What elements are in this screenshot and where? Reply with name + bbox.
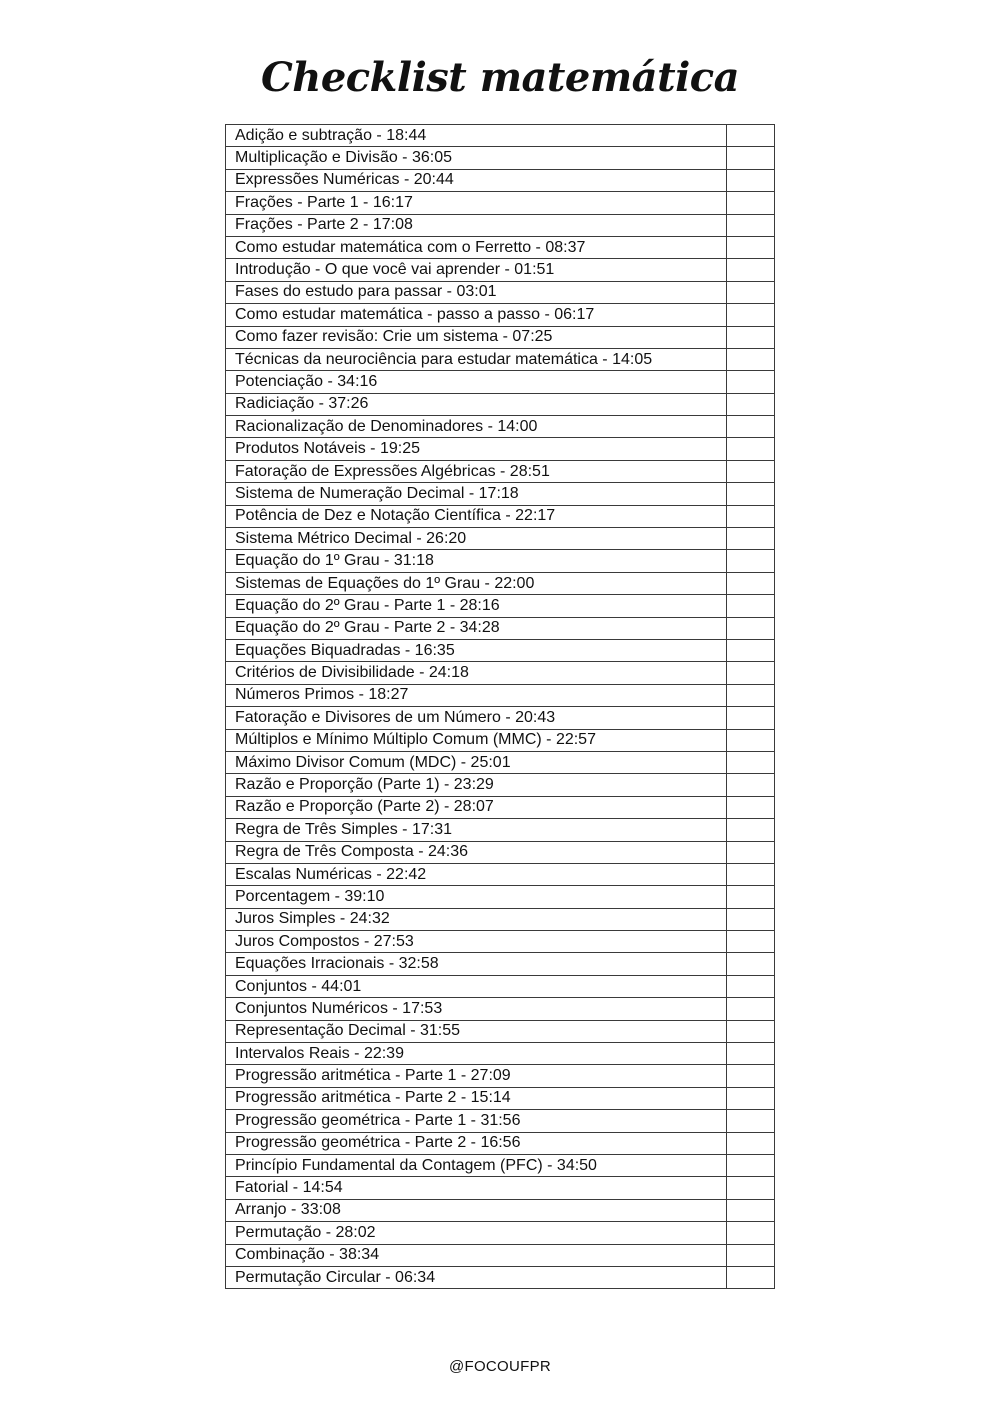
checklist-item-label: Juros Compostos - 27:53 [226, 931, 727, 953]
checklist-row [226, 1199, 775, 1221]
checklist-item-label: Sistema Métrico Decimal - 26:20 [226, 528, 727, 550]
checklist-row [226, 886, 775, 908]
checklist-row [226, 125, 775, 147]
checklist-row [226, 304, 775, 326]
checklist-item-label: Juros Simples - 24:32 [226, 908, 727, 930]
checklist-row [226, 1244, 775, 1266]
checklist-row [226, 1020, 775, 1042]
checklist-checkbox[interactable] [727, 684, 775, 706]
checklist-row [226, 416, 775, 438]
checklist-item-label: Porcentagem - 39:10 [226, 886, 727, 908]
checklist-row [226, 348, 775, 370]
checklist-item-label: Razão e Proporção (Parte 2) - 28:07 [226, 796, 727, 818]
checklist-checkbox[interactable] [727, 751, 775, 773]
checklist-row [226, 1222, 775, 1244]
checklist-checkbox[interactable] [727, 528, 775, 550]
checklist-checkbox[interactable] [727, 707, 775, 729]
checklist-item-label: Regra de Três Simples - 17:31 [226, 819, 727, 841]
checklist-row [226, 1266, 775, 1288]
checklist-item-label: Fatoração e Divisores de um Número - 20:43 [226, 707, 727, 729]
checklist-row [226, 931, 775, 953]
checklist-item-label: Números Primos - 18:27 [226, 684, 727, 706]
checklist-item-label: Radiciação - 37:26 [226, 393, 727, 415]
checklist-item-label: Intervalos Reais - 22:39 [226, 1043, 727, 1065]
checklist-row [226, 617, 775, 639]
checklist-item-label: Fases do estudo para passar - 03:01 [226, 281, 727, 303]
checklist-checkbox[interactable] [727, 371, 775, 393]
checklist-row [226, 1132, 775, 1154]
checklist-checkbox[interactable] [727, 281, 775, 303]
checklist-row [226, 281, 775, 303]
checklist-row [226, 863, 775, 885]
checklist-item-label: Princípio Fundamental da Contagem (PFC) - 34:50 [226, 1154, 727, 1176]
checklist-row [226, 908, 775, 930]
checklist-checkbox[interactable] [727, 863, 775, 885]
checklist-row [226, 192, 775, 214]
checklist-item-label: Equação do 2º Grau - Parte 1 - 28:16 [226, 595, 727, 617]
checklist-checkbox[interactable] [727, 169, 775, 191]
checklist-row [226, 438, 775, 460]
checklist-checkbox[interactable] [727, 460, 775, 482]
checklist-checkbox[interactable] [727, 1132, 775, 1154]
checklist-item-label: Permutação - 28:02 [226, 1222, 727, 1244]
checklist-item-label: Sistemas de Equações do 1º Grau - 22:00 [226, 572, 727, 594]
checklist-row [226, 326, 775, 348]
checklist-row [226, 393, 775, 415]
checklist-checkbox[interactable] [727, 348, 775, 370]
checklist-item-label: Conjuntos - 44:01 [226, 975, 727, 997]
checklist-checkbox[interactable] [727, 505, 775, 527]
checklist-checkbox[interactable] [727, 192, 775, 214]
checklist-body [226, 125, 775, 1289]
footer-handle: @FOCOUFPR [448, 1358, 552, 1375]
checklist-checkbox[interactable] [727, 147, 775, 169]
checklist-row [226, 572, 775, 594]
checklist-row [226, 796, 775, 818]
checklist-checkbox[interactable] [727, 617, 775, 639]
checklist-checkbox[interactable] [727, 774, 775, 796]
checklist-checkbox[interactable] [727, 1087, 775, 1109]
checklist-item-label: Escalas Numéricas - 22:42 [226, 863, 727, 885]
checklist-item-label: Arranjo - 33:08 [226, 1199, 727, 1221]
checklist-checkbox[interactable] [727, 908, 775, 930]
checklist-item-label: Equação do 1º Grau - 31:18 [226, 550, 727, 572]
checklist-item-label: Adição e subtração - 18:44 [226, 125, 727, 147]
checklist-row [226, 729, 775, 751]
checklist-item-label: Potência de Dez e Notação Científica - 22:17 [226, 505, 727, 527]
checklist-item-label: Como fazer revisão: Crie um sistema - 07:25 [226, 326, 727, 348]
checklist-row [226, 1154, 775, 1176]
checklist-item-label: Permutação Circular - 06:34 [226, 1266, 727, 1288]
checklist-item-label: Progressão geométrica - Parte 2 - 16:56 [226, 1132, 727, 1154]
checklist-checkbox[interactable] [727, 1043, 775, 1065]
checklist-checkbox[interactable] [727, 796, 775, 818]
checklist-row [226, 684, 775, 706]
checklist-item-label: Expressões Numéricas - 20:44 [226, 169, 727, 191]
checklist-item-label: Racionalização de Denominadores - 14:00 [226, 416, 727, 438]
checklist-item-label: Multiplicação e Divisão - 36:05 [226, 147, 727, 169]
checklist-checkbox[interactable] [727, 1244, 775, 1266]
checklist-checkbox[interactable] [727, 1266, 775, 1288]
checklist-row [226, 460, 775, 482]
checklist-row [226, 639, 775, 661]
checklist-checkbox[interactable] [727, 886, 775, 908]
checklist-row [226, 236, 775, 258]
checklist-checkbox[interactable] [727, 931, 775, 953]
checklist-checkbox[interactable] [727, 483, 775, 505]
checklist-item-label: Fatorial - 14:54 [226, 1177, 727, 1199]
checklist-row [226, 528, 775, 550]
checklist-item-label: Regra de Três Composta - 24:36 [226, 841, 727, 863]
checklist-row [226, 774, 775, 796]
checklist-item-label: Razão e Proporção (Parte 1) - 23:29 [226, 774, 727, 796]
checklist-row [226, 505, 775, 527]
checklist-checkbox[interactable] [727, 1020, 775, 1042]
checklist-item-label: Como estudar matemática com o Ferretto - 08:37 [226, 236, 727, 258]
checklist-row [226, 214, 775, 236]
checklist-row [226, 1110, 775, 1132]
checklist-item-label: Fatoração de Expressões Algébricas - 28:51 [226, 460, 727, 482]
checklist-row [226, 259, 775, 281]
checklist-item-label: Representação Decimal - 31:55 [226, 1020, 727, 1042]
checklist-checkbox[interactable] [727, 214, 775, 236]
checklist-checkbox[interactable] [727, 729, 775, 751]
checklist-checkbox[interactable] [727, 1065, 775, 1087]
checklist-checkbox[interactable] [727, 1222, 775, 1244]
checklist-row [226, 662, 775, 684]
checklist-checkbox[interactable] [727, 1199, 775, 1221]
checklist-checkbox[interactable] [727, 236, 775, 258]
checklist-row [226, 953, 775, 975]
checklist-checkbox[interactable] [727, 572, 775, 594]
checklist-item-label: Equações Irracionais - 32:58 [226, 953, 727, 975]
checklist-row [226, 841, 775, 863]
checklist-row [226, 371, 775, 393]
checklist-checkbox[interactable] [727, 1177, 775, 1199]
checklist-item-label: Frações - Parte 2 - 17:08 [226, 214, 727, 236]
checklist-checkbox[interactable] [727, 438, 775, 460]
checklist-row [226, 1065, 775, 1087]
checklist-item-label: Progressão geométrica - Parte 1 - 31:56 [226, 1110, 727, 1132]
checklist-item-label: Progressão aritmética - Parte 1 - 27:09 [226, 1065, 727, 1087]
checklist-item-label: Máximo Divisor Comum (MDC) - 25:01 [226, 751, 727, 773]
checklist-checkbox[interactable] [727, 975, 775, 997]
checklist-item-label: Equação do 2º Grau - Parte 2 - 34:28 [226, 617, 727, 639]
checklist-checkbox[interactable] [727, 304, 775, 326]
checklist-row [226, 147, 775, 169]
checklist-table [225, 124, 775, 1289]
checklist-checkbox[interactable] [727, 595, 775, 617]
checklist-checkbox[interactable] [727, 1154, 775, 1176]
checklist-row [226, 819, 775, 841]
checklist-row [226, 169, 775, 191]
checklist-checkbox[interactable] [727, 416, 775, 438]
checklist-item-label: Produtos Notáveis - 19:25 [226, 438, 727, 460]
checklist-item-label: Sistema de Numeração Decimal - 17:18 [226, 483, 727, 505]
checklist-item-label: Combinação - 38:34 [226, 1244, 727, 1266]
checklist-item-label: Frações - Parte 1 - 16:17 [226, 192, 727, 214]
checklist-checkbox[interactable] [727, 550, 775, 572]
checklist-checkbox[interactable] [727, 953, 775, 975]
checklist-item-label: Introdução - O que você vai aprender - 01:51 [226, 259, 727, 281]
checklist-row [226, 707, 775, 729]
checklist-row [226, 1087, 775, 1109]
checklist-item-label: Equações Biquadradas - 16:35 [226, 639, 727, 661]
checklist-checkbox[interactable] [727, 639, 775, 661]
checklist-item-label: Critérios de Divisibilidade - 24:18 [226, 662, 727, 684]
checklist-checkbox[interactable] [727, 259, 775, 281]
checklist-item-label: Conjuntos Numéricos - 17:53 [226, 998, 727, 1020]
checklist-row [226, 998, 775, 1020]
checklist-checkbox[interactable] [727, 125, 775, 147]
page-title: Checklist matemática [260, 54, 740, 101]
checklist-checkbox[interactable] [727, 819, 775, 841]
checklist-row [226, 483, 775, 505]
checklist-item-label: Progressão aritmética - Parte 2 - 15:14 [226, 1087, 727, 1109]
checklist-row [226, 751, 775, 773]
checklist-checkbox[interactable] [727, 1110, 775, 1132]
checklist-row [226, 595, 775, 617]
checklist-row [226, 550, 775, 572]
checklist-checkbox[interactable] [727, 326, 775, 348]
checklist-checkbox[interactable] [727, 662, 775, 684]
checklist-checkbox[interactable] [727, 998, 775, 1020]
checklist-row [226, 975, 775, 997]
checklist-item-label: Técnicas da neurociência para estudar matemática - 14:05 [226, 348, 727, 370]
checklist-item-label: Como estudar matemática - passo a passo - 06:17 [226, 304, 727, 326]
checklist-checkbox[interactable] [727, 841, 775, 863]
checklist-item-label: Potenciação - 34:16 [226, 371, 727, 393]
checklist-checkbox[interactable] [727, 393, 775, 415]
checklist-row [226, 1043, 775, 1065]
checklist-row [226, 1177, 775, 1199]
checklist-item-label: Múltiplos e Mínimo Múltiplo Comum (MMC) - 22:57 [226, 729, 727, 751]
